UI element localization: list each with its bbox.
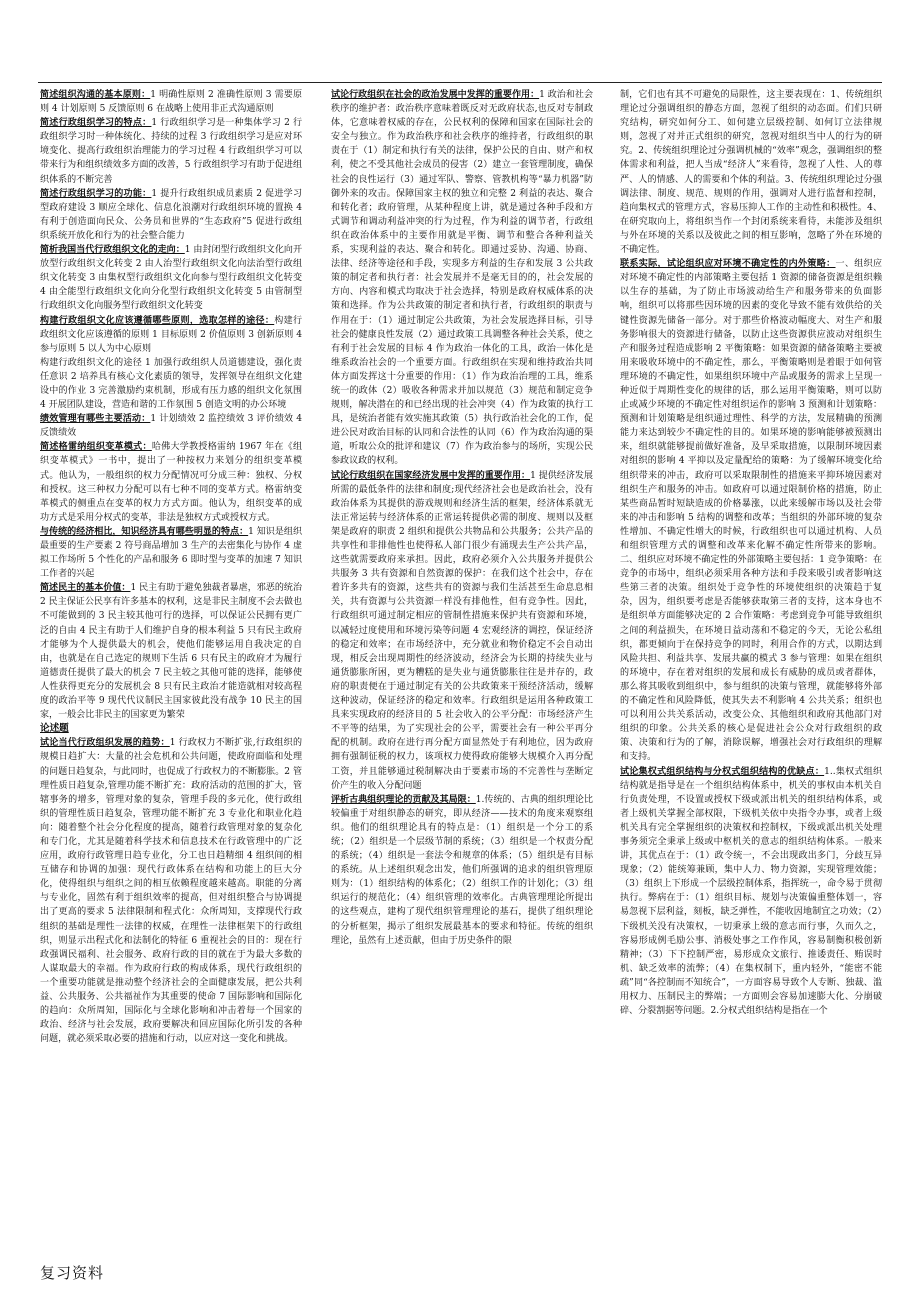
paragraph	[40, 88, 302, 116]
question-heading: 试论集权式组织结构与分权式组织结构的优缺点：	[620, 766, 825, 777]
question-heading: 试论当代行政组织发展的趋势：	[40, 738, 170, 749]
section-heading-block	[40, 722, 302, 736]
paragraph	[331, 88, 593, 469]
paragraph-text: 1..集权式组织结构就是指导是在一个组织结构体系中，机关的事权由本机关自行负责处理，不设置或授权下级或派出机关的组织结构体系，或者上级机关掌握全部权限，下级机关依中央指令办事，或者上级机关具有完全掌握组织的决策权和控制权，下级或派出机关处理事务须完全秉承上级或中枢机关的意志的组织结构体系。一般来讲，其优点在于：（1）政令统一，不会出现政出多门，分歧互异现象；（2）能统筹兼顾，集中人力、物力资源，实现管理效能；（3）组织上下形成一个层级控制体系，指挥统一，命令易于贯彻执行。弊病在于：（1）组织目标、规划与决策偏重整体划一，容易忽视下层利益，刻板，缺乏弹性，不能收因地制宜之功效；（2）下级机关没有决策权，一切秉承上级的意志而行事，久而久之，容易形成例毛励公事、消极处事之工作作风，容易制衡积极创新精神；（3）下下控制严密，易形成众文旅行、推诿责任、贿误时机、缺乏效率的流弊；（4）在集权制下，重内轻外，“能密不能疏”同“各控制而不知统合”，一方面容易导致个人专断、独裁、滥用权力、压制民主的弊端；一方面则会容易加速膨大化、分崩破碎、分裂割据等问题。2.分权式组织结构是指在一个	[620, 766, 882, 1017]
paragraph-text: 制，它们也有其不可避免的局限性，这主要表现在：1、传统组织理论过分强调组织的静态方面，忽视了组织的动态面。们们只研究结构，研究如何分工、如何建立层级控制、如何订立法律规则，忽视了对并正式组织的研究，忽视对组织当中人的行为的研究。2、传统组织理论过分强调机械的“效率”观念，强调组织的整体需求和利益，把人当成“经济人”来看待，忽视了人性、人的尊严、人的情感、人的需要和个体的利益。3、传统组织理论过分强调法律、制度、规范、规则的作用，强调对人进行监督和控制，趋向集权式的管理方式，容易压抑人工作的主动性和积极性。4、在研究取向上，将组织当作一个封闭系统来看待，未能涉及组织与外在环境的关系以及彼此之间的相互影响，忽略了外在环境的不确定性。	[620, 90, 882, 256]
paragraph-text: 一、组织应对环境不确定性的内部策略主要包括 1 资源的储备资源是组织赖以生存的基础，为了防止市场波动给生产和服务带来的负面影响，组织可以将那些因环境的因素的变化导致不能有效供给的关键性资源先储备一部分。对于那些价格波动幅度大、对生产和服务影响很大的资源进行储备，以防止这些资源供应波动对组织生产和服务过程造成影响 2 平衡策略：如果资源的储备策略主要被用来吸收环境中的不确定性，那么，平衡策略则是着眼于如何管理环境的不确定性，如果组织环境中产品或服务的需求上呈现一种近似于周期性变化的规律的话，那么运用平衡策略，则可以防止或减少环境的不确定性对组织运作的影响 3 预测和计划策略：预测和计划策略是组织通过理性、科学的方法，发展精确的预测能力来达到较少不确定性的目的。如果环境的影响能够被预测出来，组织就能够提前做好准备，及早采取措施，以限制环境因素对组织的影响 4 平抑以及定量配给的策略：为了缓解环境变化给组织带来的冲击，政府可以采取限制性的措施来平抑环境因素对组织生产和服务的冲击。如政府可以通过限制价格的措施，防止某些商品暂时短缺造成的价格暴涨，以此来缓解市场以及社会带来的冲击和影响 5 结构的调整和改革；当组织的外部环境的复杂性增加、不确定性增大的时候，行政组织也可以通过机构、人员和组织管理方式的调整和改革来化解不确定性所带来的影响。二、组织应对环境不确定性的外部策略主要包括：1 竞争策略：在竞争的市场中，组织必须采用各种方法和手段来吸引或者影响这些第三者的决策。组织处于竞争性的环境使组织的决策趋于复杂，因为，组织要考虑是否能够获取第三者的支持，这本身也不是组织单方面能够决定的 2 合作策略：考虑到竞争可能导致组织之间的利益损失，在环境日益动荡和不稳定的今天，无论公私组织，都更倾向于在保持竞争的同时，利用合作的方式，以期达到风险共担、利益共享、发展共赢的模式 3 参与管理：如果在组织的环境中，存在着对组织的发展和成长有威胁的成员或者群体，那么将其吸收到组织中，参与组织的决策与管理，就能够将外部的不确定性和风险降低，使其失去不利影响 4 公共关系；组织也可以利用公共关系活动，改变公众、其他组织和政府其他部门对组织的印象。公共关系的核心是促进社会公众对行政组织的政策、决策和行为的了解，消除误解，增强社会对行政组织的理解和支持。	[620, 259, 882, 763]
question-heading: 评析古典组织理论的贡献及其局限：	[331, 794, 476, 805]
paragraph-text: 1 明确性原则 2 准确性原则 3 需要原则 4 计划原则 5 反馈原则 6 在战略上使用非正式沟通原则	[40, 90, 302, 115]
question-heading: 试论行政组织在国家经济发展中发挥的重要作用：	[331, 470, 531, 481]
text-column-2	[331, 88, 593, 1253]
paragraph	[40, 525, 302, 581]
paragraph	[40, 356, 302, 412]
question-heading: 简述行政组织学习的特点：	[40, 118, 152, 129]
paragraph	[620, 765, 882, 1019]
paragraph-text: 构建行政组织文化应该遵循的原则 1 目标原则 2 价值原则 3 创新原则 4 参与原则 5 以人为中心原则	[40, 315, 302, 354]
paragraph	[40, 187, 302, 243]
paragraph	[40, 440, 302, 525]
paragraph	[620, 257, 882, 764]
paragraph-text: 1 行政权力不断扩张,行政组织的规模日趋扩大：大量的社会危机和公共问题，使政府面临和处理的问题日趋复杂，与此同时，也促成了行政权力的不断膨胀。2 管理性质日趋复杂,管理功能不断扩充：政府活动的范围的扩大，管辖事务的增多，管理对象的复杂，管理手段的多元化，使行政组织的管理性质日趋复杂，管理功能不断扩充 3 专业化和职业化趋向：随着整个社会分化程度的提高，随着行政管理对象的复杂化和专门化，尤其是随着科学技术和信息技术在行政管理中的广泛应用，政府行政管理日趋专业化，分工也日趋精细 4 组织间的相互储存和协调的加强：现代行政体系在结构和功能上的巨大分化，使得组织与组织之间的相互依赖程度越来越高。职能的分离与专业化，固然有利于组织效率的提高，但对组织整合与协调提出了更高的要求 5 法律限制和程式化：众所周知，支撑现代行政组织的基础是理性一法律的权威，在理性一法律框架下的行政组织，则显示出程式化和法制化的特征 6 重视社会的目的：现在行政强调民福利、社会服务、政府行政的目的就在于为最大多数的人谋取最大的幸福。作为政府行政的构成体系，现代行政组织的一个重要功能就是推动整个经济社会的全面健康发展，把公共利益、公共服务、公共福祉作为其重要的使命 7 国际影响和国际化的趋向：众所周知，国际化与全球化影响和冲击着每一个国家的政治、经济与社会发展，政府要解决和回应国际化所引发的各种问题，就必须采取必要的措施和行动，以应对这一变化和挑战。	[40, 738, 302, 1045]
page-footer: 复习资料	[40, 1264, 105, 1282]
paragraph-text: 1 行政组织学习是一种集体学习 2 行政组织学习时一种体统化、持续的过程 3 行政组织学习是应对环境变化、提高行政组织治理能力的学习过程 4 行政组织学习可以带来行为和组织绩效多方面的改善，5 行政组织学习有助于促进组织体系的不断完善	[40, 118, 302, 185]
paragraph-text: 1.传统的、古典的组织理论比较偏重于对组织静态的研究，即从经济——技术的角度来观察组织。他们的组织理论具有的特点是：（1）组织是一个分工的系统；（2）组织是一个层级节制的系统；（3）组织是一个权责分配的系统；（4）组织是一套法令和规章的体系；（5）组织是有目标的系统。从上述组织观念出发，他们所强调的追求的组织管理原则为：（1）组织结构的体系化；（2）组织工作的计划化；（3）组织运行的规范化；（4）组织管理的效率化。古典管理理论所提出的这些观点，建构了现代组织管理理论的基石，提供了组织理论的分析框架，揭示了组织发展最基本的要求和特征。传统的组织理论，虽然有上述贡献，但由于历史条件的限	[331, 794, 593, 946]
section-heading: 论述题	[40, 723, 69, 735]
paragraph-text: 构建行政组织文化的途径 1 加强行政组织人员道德建设，强化责任意识 2 培养具有核心文化素质的领导，发挥领导在组织文化建设中的作业 3 完善激励约束机制，形成有压力感的组织文化氛围 4 开展团队建设，营造和谐的工作氛围 5 创造文明的办公环境	[40, 357, 302, 411]
paragraph	[40, 581, 302, 722]
paragraph-text: 1 民主有助于避免独裁者暴虐，邪恶的统治 2 民主保证公民享有许多基本的权利，这是非民主制度不会去做也不可能做到的 3 民主较其他可行的选择，可以保证公民拥有更广泛的自由 4 民主有助于人们维护自身的根本利益 5 只有民主政府才能够为个人提供最大的机会，使他们能够运用自我决定的自由，也就是在自己选定的规则下生活 6 只有民主的政府才为履行道德责任提供了最大的机会 7 民主较之其他可能的选择，能够使人性获得更充分的发展机会 8 只有民主政治才能造就相对较高程度的政治平等 9 现代代议制民主国家彼此没有战争 10 民主的国家，一般会比非民主的国家更为繁荣	[40, 583, 302, 721]
paragraph	[40, 314, 302, 356]
paragraph	[40, 736, 302, 1046]
paragraph-text: 1 政治和社会秩序的维护者：政治秩序意味着既反对无政府状态,也反对专制政体，它意味着权威的存在，公民权利的保障和国家在国际社会的安全与独立。作为政治秩序和社会秩序的维持者，行政组织的职责在于（1）制定和执行有关的法律，保护公民的自由、财产和权利，使之不受其他社会成员的侵害（2）建立一套管理制度，确保社会的良性运行（3）通过军队、警察、管教机构等“暴力机器”防御外来的攻击。保障国家主权的独立和完整 2 利益的表达、聚合和转化者；政府管理，从某种程度上讲，就是通过各种手段和方式调节和调动利益冲突的行为过程，作为利益的调节者，行政组织在政治体系中的主要作用就是平衡、调节和整合各种利益关系，实现利益的表达、聚合和转化。即通过妥协、沟通、协商、法律、经济等途径和手段，实现多方利益的生存和发展 3 公共政策的制定者和执行者：社会发展并不是毫无目的的，社会发展的方向、内容和模式均取决于社会选择，特别是政府权威体系的决策和选择。作为公共政策的制定者和执行者，行政组织的职责与作用在于：（1）通过制定公共政策，为社会发展选择目标，引导社会的健康良性发展（2）通过政策工具调整各种社会关系，使之有利于社会发展的目标 4 作为政治一体化的工具，政治一体化是维系政治社会的一个重要方面。行政组织在实现和维持政治共同体方面发挥这十分重要的作用：（1）作为政治治理的工具，维系统一的政体（2）吸收各种需求并加以规范（3）规范和制定竞争规则，解决潜在的和已经出现的社会冲突（4）作为政策的执行工具，是统治者能有效实施其政策（5）执行政治社会化的工作，促进公民对政治目标的认同和合法性的认同（6）作为政治沟通的渠道，听取公众的批评和建议（7）作为政治参与的场所，实现公民参政议政的权利。	[331, 90, 593, 467]
paragraph	[40, 412, 302, 440]
question-heading: 简述行政组织学习的功能：	[40, 188, 152, 199]
question-heading: 简述民主的基本价值：	[40, 583, 131, 594]
paragraph-text: 哈佛大学教授格雷纳 1967 年在《组织变革模式》一书中，提出了一种按权力来划分的组织变革模式。他认为，一般组织的权力分配情况可分成三种：独权、分权和授权。这三种权力分配可以有七种不同的变革方式。格雷纳变革模式的侧重点在变革的权力方式方面。他认为，组织变革的成功方式是采用分权式的变革，非法是独权方式或授权方式。	[40, 442, 302, 523]
question-heading: 与传统的经济相比，知识经济具有哪些明显的特点：	[40, 526, 249, 537]
question-heading: 简述格雷纳组织变革模式：	[40, 442, 152, 453]
paragraph-text: 1 知识是组织最重要的生产要素 2 符号商品增加 3 生产的去密集化与协作 4 虚拟工作场所 5 个性化的产品和服务 6 即时型与变革的加速 7 知识工作者的兴起	[40, 526, 302, 580]
question-heading: 绩效管理有哪些主要活动：	[40, 414, 151, 425]
text-column-3	[620, 88, 882, 1253]
question-heading: 简析我国当代行政组织文化的走向：	[40, 245, 185, 256]
question-heading: 试论行政组织在社会的政治发展中发挥的重要作用：	[331, 90, 540, 100]
paragraph-text: 1 提供经济发展所需的最低条件的法律和制度;现代经济社会也是政治社会，没有政治体系为其提供的游戏规则和经济生活的框架，经济体系就无法正常运转与经济体系的正常运转提供必需的制度、规则以及框架是政府的职责 2 组织和提供公共物品和公共服务；公共产品的共享性和非排他性也使得私人部门很少有涌现去生产公共产品，这些就需要政府来承担。因此，政府必须介入公共服务并提供公共服务 3 共有资源和自然资源的保护：在我们这个社会中，存在着许多共有的资源，这些共有的资源与我们生活甚至生命息息相关，共有资源与公共资源一样没有排他性，但有竞争性。因此，行政组织可通过制定相应的管制性措施来保护共有资源和环境，以减轻过度使用和环境污染等问题 4 宏观经济的调控，保证经济的稳定和效率；在市场经济中，充分就业和物价稳定不会自动出现，相反会出现周期性的经济波动，经济会为长期的持续失业与通货膨胀所困，更为糟糕的是失业与通货膨胀往往是并存的，政府的职责便在于通过制定有关的公共政策来干预经济活动，缓解这种波动，保证经济的稳定和效率。行政组织是运用各种政策工具来实现政府的经济目的 5 社会收入的公平分配：市场经济产生不平等的结果，为了实现社会的公平，需要社会有一种公平再分配的机制。政府在进行再分配方面显然处于有利地位，因为政府拥有强制征税的权力，该项权力使得政府能够大规模介入再分配工资，并且能够通过税制解决由于要素市场的不完善性与垄断定价产生的收入分配问题	[331, 470, 593, 791]
paragraph	[331, 469, 593, 793]
paragraph-text: 1 由封闭型行政组织文化向开放型行政组织文化转变 2 由人治型行政组织文化向法治型行政组织文化转变 3 由集权型行政组织文化向参与型行政组织文化转变 4 由全能型行政组织文化向分化型行政组织文化转变 5 由管制型行政组织文化向服务型行政组织文化转变	[40, 245, 302, 312]
question-heading: 联系实际，试论组织应对环境不确定性的内外策略：	[620, 259, 836, 270]
paragraph-text: 1 计划绩效 2 监控绩效 3 评价绩效 4 反馈绩效	[40, 414, 302, 439]
question-heading: 简述组织沟通的基本原则：	[40, 90, 151, 100]
paragraph	[40, 116, 302, 186]
paragraph	[40, 243, 302, 313]
header-rule	[38, 82, 882, 83]
paragraph	[620, 88, 882, 257]
paragraph	[331, 793, 593, 948]
question-heading: 构建行政组织文化应该遵循哪些原则，选取怎样的途径：	[40, 315, 275, 326]
paragraph-text: 1 提升行政组织成员素质 2 促进学习型政府建设 3 顺应全球化、信息化浪潮对行政组织环境的置换 4 有利于创造面向民众、公务员和世界的“生态政府”5 促进行政组织系统开放化和行为的社会整合能力	[40, 188, 302, 241]
text-column-1	[40, 88, 302, 1253]
